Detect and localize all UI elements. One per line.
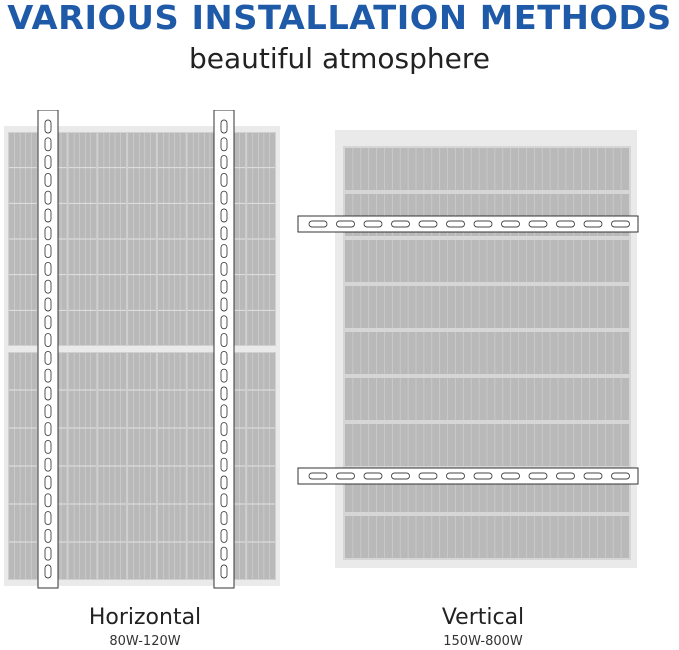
vertical-range: 150W-800W [443,634,523,649]
mounting-bracket [298,216,638,232]
vertical-caption [378,605,588,649]
vertical-panel-image [295,130,645,570]
page-title: VARIOUS INSTALLATION METHODS [7,0,672,37]
vertical-panel-svg [295,130,645,570]
horizontal-label: Horizontal [88,605,202,630]
page-subtitle: beautiful atmosphere [189,42,490,75]
vertical-label: Vertical [441,605,525,630]
horizontal-panel-svg [0,110,290,600]
mounting-bracket [38,110,58,588]
horizontal-caption [40,605,250,649]
horizontal-range: 80W-120W [109,634,181,649]
horizontal-panel-image [0,110,290,600]
mounting-bracket [214,110,234,588]
mounting-bracket [298,468,638,484]
